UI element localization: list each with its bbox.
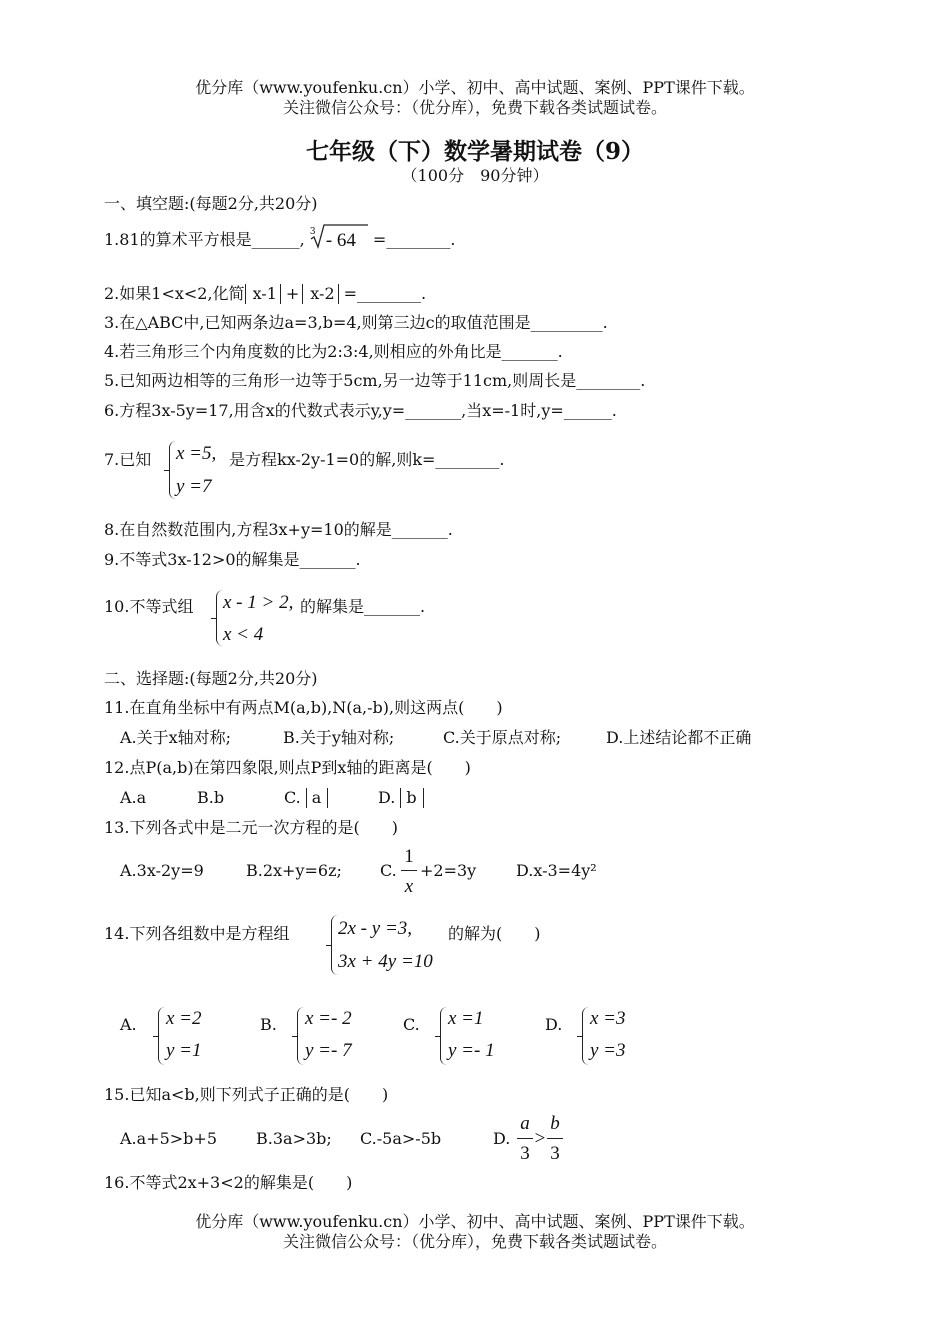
header-line-2: 关注微信公众号：（优分库），免费下载各类试题试卷。	[282, 98, 667, 117]
question-10-prefix: 10.不等式组	[104, 597, 194, 616]
q14-option-a-row-1: x =2	[166, 1008, 202, 1029]
abs-bar	[327, 788, 328, 808]
fraction-bar	[401, 870, 417, 871]
question-1-text: 1.81的算术平方根是______,	[104, 230, 305, 249]
q14-system-row-1: 2x - y =3,	[338, 918, 413, 939]
question-15: 15.已知a<b,则下列式子正确的是( )	[104, 1085, 389, 1104]
q14-option-b-row-1: x =- 2	[305, 1008, 352, 1029]
q14-option-a-row-2: y =1	[166, 1040, 202, 1061]
q12-option-d	[378, 787, 423, 809]
fraction-denominator: x	[404, 876, 414, 897]
question-10-suffix: 的解集是_______.	[300, 597, 426, 616]
fraction-bar	[517, 1138, 533, 1139]
q12-option-d-value: b	[406, 788, 417, 807]
q15-option-c: C.-5a>-5b	[360, 1129, 442, 1148]
q14-option-b-row-2: y =- 7	[305, 1040, 352, 1061]
question-7-prefix: 7.已知	[104, 450, 152, 469]
brace-icon	[169, 441, 176, 499]
q13-option-c-label: C.	[380, 861, 397, 880]
q12-option-b: B.b	[197, 788, 225, 807]
question-3: 3.在△ABC中,已知两条边a=3,b=4,则第三边c的取值范围是_________.	[104, 313, 608, 332]
question-12: 12.点P(a,b)在第四象限,则点P到x轴的距离是( )	[104, 758, 471, 777]
fraction-numerator: b	[550, 1113, 560, 1134]
q15-option-b: B.3a>3b;	[256, 1129, 332, 1148]
abs-term-2: x-2	[310, 284, 335, 303]
q12-option-c-value: a	[311, 788, 322, 807]
footer-line-1: 优分库（www.youfenku.cn）小学、初中、高中试题、案例、PPT课件下载。	[195, 1212, 755, 1231]
q13-option-a: A.3x-2y=9	[120, 861, 204, 880]
brace-icon	[297, 1007, 304, 1065]
question-14-suffix: 的解为( )	[448, 924, 541, 943]
q12-option-c-label: C.	[284, 788, 301, 807]
header-line-1: 优分库（www.youfenku.cn）小学、初中、高中试题、案例、PPT课件下载。	[195, 78, 755, 97]
question-8: 8.在自然数范围内,方程3x+y=10的解是_______.	[104, 520, 453, 539]
abs-bar	[280, 284, 281, 304]
q14-option-a-label: A.	[120, 1015, 137, 1034]
q15-option-d-label: D.	[493, 1129, 511, 1148]
fraction-numerator: 1	[404, 846, 414, 867]
q14-option-d-row-2: y =3	[590, 1040, 626, 1061]
question-14-prefix: 14.下列各组数中是方程组	[104, 924, 290, 943]
q12-option-a: A.a	[120, 788, 147, 807]
fraction-bar	[547, 1138, 563, 1139]
question-1-answer-blank: =________.	[372, 230, 456, 249]
abs-bar	[302, 284, 303, 304]
q11-option-c: C.关于原点对称;	[443, 728, 562, 747]
footer-line-2: 关注微信公众号：（优分库），免费下载各类试题试卷。	[282, 1232, 667, 1251]
question-1	[104, 227, 455, 251]
q7-system-row-2: y =7	[176, 476, 212, 497]
question-2-text: 2.如果1<x<2,化简	[104, 284, 245, 303]
fraction-denominator: 3	[520, 1143, 530, 1164]
question-16: 16.不等式2x+3<2的解集是( )	[104, 1173, 353, 1192]
abs-bar	[400, 788, 401, 808]
radicand: - 64	[325, 230, 356, 251]
q10-system-row-1: x - 1 > 2,	[223, 592, 294, 613]
brace-icon	[216, 590, 223, 646]
q15-option-a: A.a+5>b+5	[120, 1129, 217, 1148]
question-7-suffix: 是方程kx-2y-1=0的解,则k=________.	[229, 450, 505, 469]
q12-option-d-label: D.	[378, 788, 396, 807]
question-2	[104, 283, 426, 305]
section-2-heading: 二、选择题:(每题2分,共20分)	[104, 669, 318, 688]
abs-bar	[245, 284, 246, 304]
q14-option-c-row-2: y =- 1	[448, 1040, 495, 1061]
root-index: 3	[309, 227, 316, 237]
q14-option-d-row-1: x =3	[590, 1008, 626, 1029]
question-4: 4.若三角形三个内角度数的比为2:3:4,则相应的外角比是_______.	[104, 342, 563, 361]
brace-icon	[440, 1007, 447, 1065]
cube-root-expression	[310, 227, 368, 249]
section-1-heading: 一、填空题:(每题2分,共20分)	[104, 194, 318, 213]
q14-option-c-label: C.	[403, 1015, 420, 1034]
q11-option-b: B.关于y轴对称;	[283, 728, 395, 747]
brace-icon	[331, 915, 338, 975]
question-5: 5.已知两边相等的三角形一边等于5cm,另一边等于11cm,则周长是________.	[104, 371, 646, 390]
fraction-denominator: 3	[550, 1143, 560, 1164]
fraction-numerator: a	[520, 1113, 530, 1134]
page-title: 七年级（下）数学暑期试卷（9）	[305, 138, 644, 165]
q7-system-row-1: x =5,	[176, 443, 217, 464]
question-9: 9.不等式3x-12>0的解集是_______.	[104, 550, 361, 569]
greater-than-sign: >	[534, 1128, 546, 1149]
abs-term-1: x-1	[252, 284, 277, 303]
page-subtitle: （100分 90分钟）	[401, 166, 549, 185]
q13-option-d: D.x-3=4y²	[516, 861, 597, 880]
q14-option-b-label: B.	[260, 1015, 277, 1034]
plus-sign: +	[285, 284, 300, 303]
q14-option-c-row-1: x =1	[448, 1008, 484, 1029]
q13-option-b: B.2x+y=6z;	[246, 861, 342, 880]
brace-icon	[158, 1007, 165, 1065]
abs-bar	[338, 284, 339, 304]
abs-bar	[306, 788, 307, 808]
question-6: 6.方程3x-5y=17,用含x的代数式表示y,y=_______,当x=-1时,y=______.	[104, 401, 617, 420]
q14-system-row-2: 3x + 4y =10	[338, 951, 433, 972]
question-2-answer-blank: =________.	[343, 284, 427, 303]
question-11: 11.在直角坐标中有两点M(a,b),N(a,-b),则这两点( )	[104, 698, 503, 717]
q12-option-c	[284, 787, 327, 809]
q11-option-d: D.上述结论都不正确	[606, 728, 752, 747]
q14-option-d-label: D.	[545, 1015, 563, 1034]
abs-bar	[423, 788, 424, 808]
brace-icon	[582, 1007, 589, 1065]
q11-option-a: A.关于x轴对称;	[120, 728, 232, 747]
question-13: 13.下列各式中是二元一次方程的是( )	[104, 818, 398, 837]
q10-system-row-2: x < 4	[223, 624, 264, 645]
q13-option-c-rest: +2=3y	[420, 861, 477, 880]
